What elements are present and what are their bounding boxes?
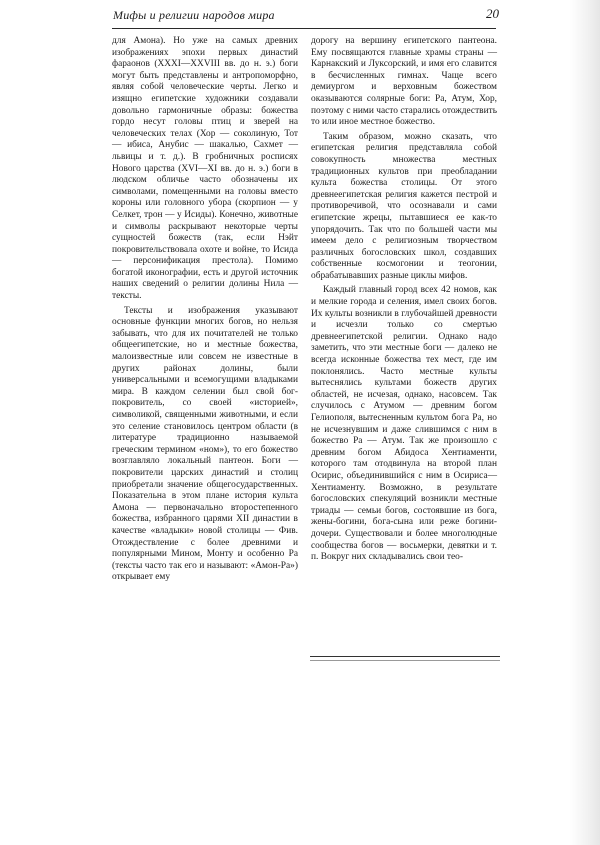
header-rule xyxy=(112,28,496,29)
page-number: 20 xyxy=(486,6,499,21)
left-paragraph-1: для Амона). Но уже на самых древних изображениях эпохи первых династий фараонов (XXXI—XXVIII вв. до н. э.) боги могут быть представлены и антропоморфно, являя собой человеческие черты. Легко и изящно египетские художники создавали довольно гармоничные образы: божества гордо несут головы птиц и зверей на человеческих телах (Хор — соколиную, Тот — ибиса, Анубис — шакалью, Сахмет — львицы и т. д.). В гробничных росписях Нового царства (XVI—XI вв. до н. э.) боги в людском обличье часто обозначены их символами, помещенными на головы вместо короны или головного убора (скорпион — у Селкет, трон — у Исиды). Конечно, животные и символы раскрывают некоторые черты сущностей божеств (так, если Нэйт покровительствовала охоте и войне, то Исида — персонификация престола). Помимо богатой иконографии, есть и другой источник наших сведений о религии долины Нила — тексты. xyxy=(112,36,298,302)
scan-shadow-edge xyxy=(570,0,600,845)
left-paragraph-2: Тексты и изображения указывают основные функции многих богов, но нельзя забывать, что для их почитателей не только общеегипетские, но и местные божества, малоизвестные или совсем не известные в других районах долины, были универсальными и всемогущими владыками мира. В каждом селении был свой бог-покровитель, со своей «историей», символикой, священными животными, и если это селение становилось центром области (в литературе традиционно называемой греческим термином «ном»), то его божество возглавляло локальный пантеон. Боги — покровители царских династий и столиц приобретали значение общегосударственных. Показательна в этом плане история культа Амона — первоначально второстепенного божества, избранного царями XII династии в качестве «владыки» новой столицы — Фив. Отождествление с более древними и популярными Мином, Монту и особенно Ра (тексты часто так его и называют: «Амон-Ра») открывает ему xyxy=(112,305,298,583)
column-end-rule-thin xyxy=(310,660,500,661)
running-header-title: Мифы и религии народов мира xyxy=(113,8,275,22)
right-paragraph-3: Каждый главный город всех 42 номов, как и мелкие города и селения, имел своих богов. Их культы возникли в глубочайшей древности и исчезли только со смертью древнеегипетской религии. Однако надо заметить, что эти местные боги — далеко не всегда исконные божества тех мест, где им поклонялись. Часто местные культы вытеснялись культами божеств других областей, не исчезая, однако, насовсем. Так случилось с Атумом — древним богом Гелиополя, вытесненным культом бога Ра, но не исчезнувшим и даже слившимся с ним в божество Ра — Атум. Так же произошло с древним богом Абидоса Хентиаменти, которого там отодвинула на второй план Осирис, объединившийся с ним в Осириса—Хентиаменту. Возможно, в результате богословских спекуляций возникли местные триады — семьи богов, состоявшие из бога, жены-богини, бога-сына или реже богини-дочери. Существовали и более многолюдные сообщества богов — восьмерки, девятки и т. п. Вокруг них складывались свои тео- xyxy=(311,285,497,563)
right-paragraph-1: дорогу на вершину египетского пантеона. Ему посвящаются главные храмы страны — Карнакский и Луксорский, и имя его славится в бесчисленных гимнах. Чаще всего демиургом и верховным божеством оказываются солярные боги: Ра, Атум, Хор, поэтому с ними часто старались отождествить то или иное местное божество. xyxy=(311,36,497,128)
right-text-column xyxy=(311,36,497,564)
right-paragraph-2: Таким образом, можно сказать, что египетская религия представляла собой совокупность множества местных традиционных культов при преобладании культа божества столицы. От этого древнеегипетская религия кажется пестрой и противоречивой, что осознавали и сами египетские жрецы, пытавшиеся ее как-то упорядочить. Так что по большей части мы имеем дело с религиозным творчеством различных богословских школ, создавших собственные космогонии и теогонии, обрабатывавших разные циклы мифов. xyxy=(311,131,497,281)
column-end-rule xyxy=(310,656,500,657)
left-text-column xyxy=(112,36,298,584)
